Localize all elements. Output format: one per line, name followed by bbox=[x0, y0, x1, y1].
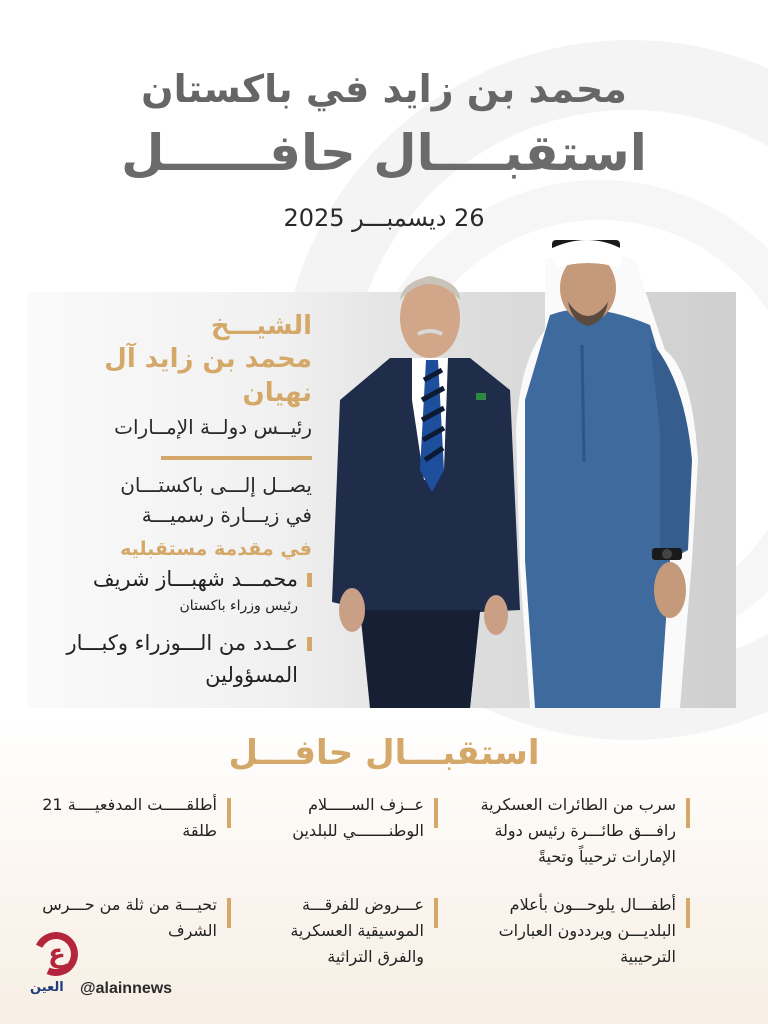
subheadline: استقبــــال حافــــــل bbox=[121, 124, 647, 182]
reception-item-name: عــدد من الـــوزراء وكبـــار المسؤولين bbox=[66, 631, 298, 687]
profile-role: رئيــس دولــة الإمــارات bbox=[114, 415, 312, 439]
reception-block bbox=[40, 535, 312, 691]
gold-bullet-bar bbox=[307, 637, 312, 651]
fact-item bbox=[253, 792, 438, 870]
reception-heading: في مقدمة مستقبليه bbox=[120, 538, 312, 560]
social-handle: @alainnews bbox=[80, 980, 173, 997]
visit-line-1: يصــل إلـــى باكستـــان bbox=[120, 473, 312, 497]
fact-text: أطلقـــــت المدفعيــــة 21 طلقة bbox=[42, 795, 217, 840]
profile-block bbox=[40, 310, 312, 530]
fact-item bbox=[41, 792, 231, 870]
fact-item bbox=[253, 892, 438, 970]
gold-bullet-bar bbox=[307, 573, 312, 587]
gold-bullet-bar bbox=[434, 898, 438, 928]
date: 26 ديسمبـــر 2025 bbox=[283, 204, 485, 232]
gold-divider bbox=[161, 456, 312, 460]
gold-bullet-bar bbox=[434, 798, 438, 828]
visit-line-2: في زيـــارة رسميـــة bbox=[141, 503, 312, 527]
profile-title: الشيـــخ bbox=[210, 311, 312, 341]
headline: محمد بن زايد في باكستان bbox=[141, 67, 627, 111]
gold-bullet-bar bbox=[686, 898, 690, 928]
shehbaz-figure bbox=[332, 276, 520, 708]
header bbox=[0, 60, 768, 236]
fact-item bbox=[460, 792, 690, 870]
gold-bullet-bar bbox=[686, 798, 690, 828]
reception-item-role: رئيس وزراء باكستان bbox=[179, 598, 298, 614]
ceremony-title: استقبـــال حافـــل bbox=[228, 733, 540, 773]
fact-text: عــزف الســـــلام الوطنـــــــي للبلدين bbox=[292, 795, 424, 840]
fact-text: سرب من الطائرات العسكرية رافـــق طائـــرة رئيس دولة الإمارات ترحيباً وتحيةً bbox=[480, 795, 676, 866]
alain-logo bbox=[28, 932, 178, 1004]
leaders-photo bbox=[320, 230, 720, 708]
fact-text: تحيـــة من ثلة من حـــرس الشرف bbox=[42, 895, 217, 940]
reception-item-name: محمـــد شهبـــاز شريف bbox=[92, 567, 298, 591]
mbz-figure bbox=[516, 240, 698, 708]
gold-bullet-bar bbox=[227, 798, 231, 828]
reception-item bbox=[40, 627, 312, 691]
reception-item bbox=[40, 563, 312, 617]
fact-text: أطفـــال يلوحـــون بأعلام البلديـــن ويرددون العبارات الترحيبية bbox=[498, 895, 676, 966]
logo-ain-icon: ع bbox=[48, 939, 66, 969]
logo-wordmark: العين bbox=[30, 980, 64, 995]
fact-text: عـــروض للفرقـــة الموسيقية العسكرية والفرق التراثية bbox=[290, 895, 424, 966]
gold-bullet-bar bbox=[227, 898, 231, 928]
profile-name: محمد بن زايد آل نهيان bbox=[104, 344, 312, 408]
fact-item bbox=[460, 892, 690, 970]
